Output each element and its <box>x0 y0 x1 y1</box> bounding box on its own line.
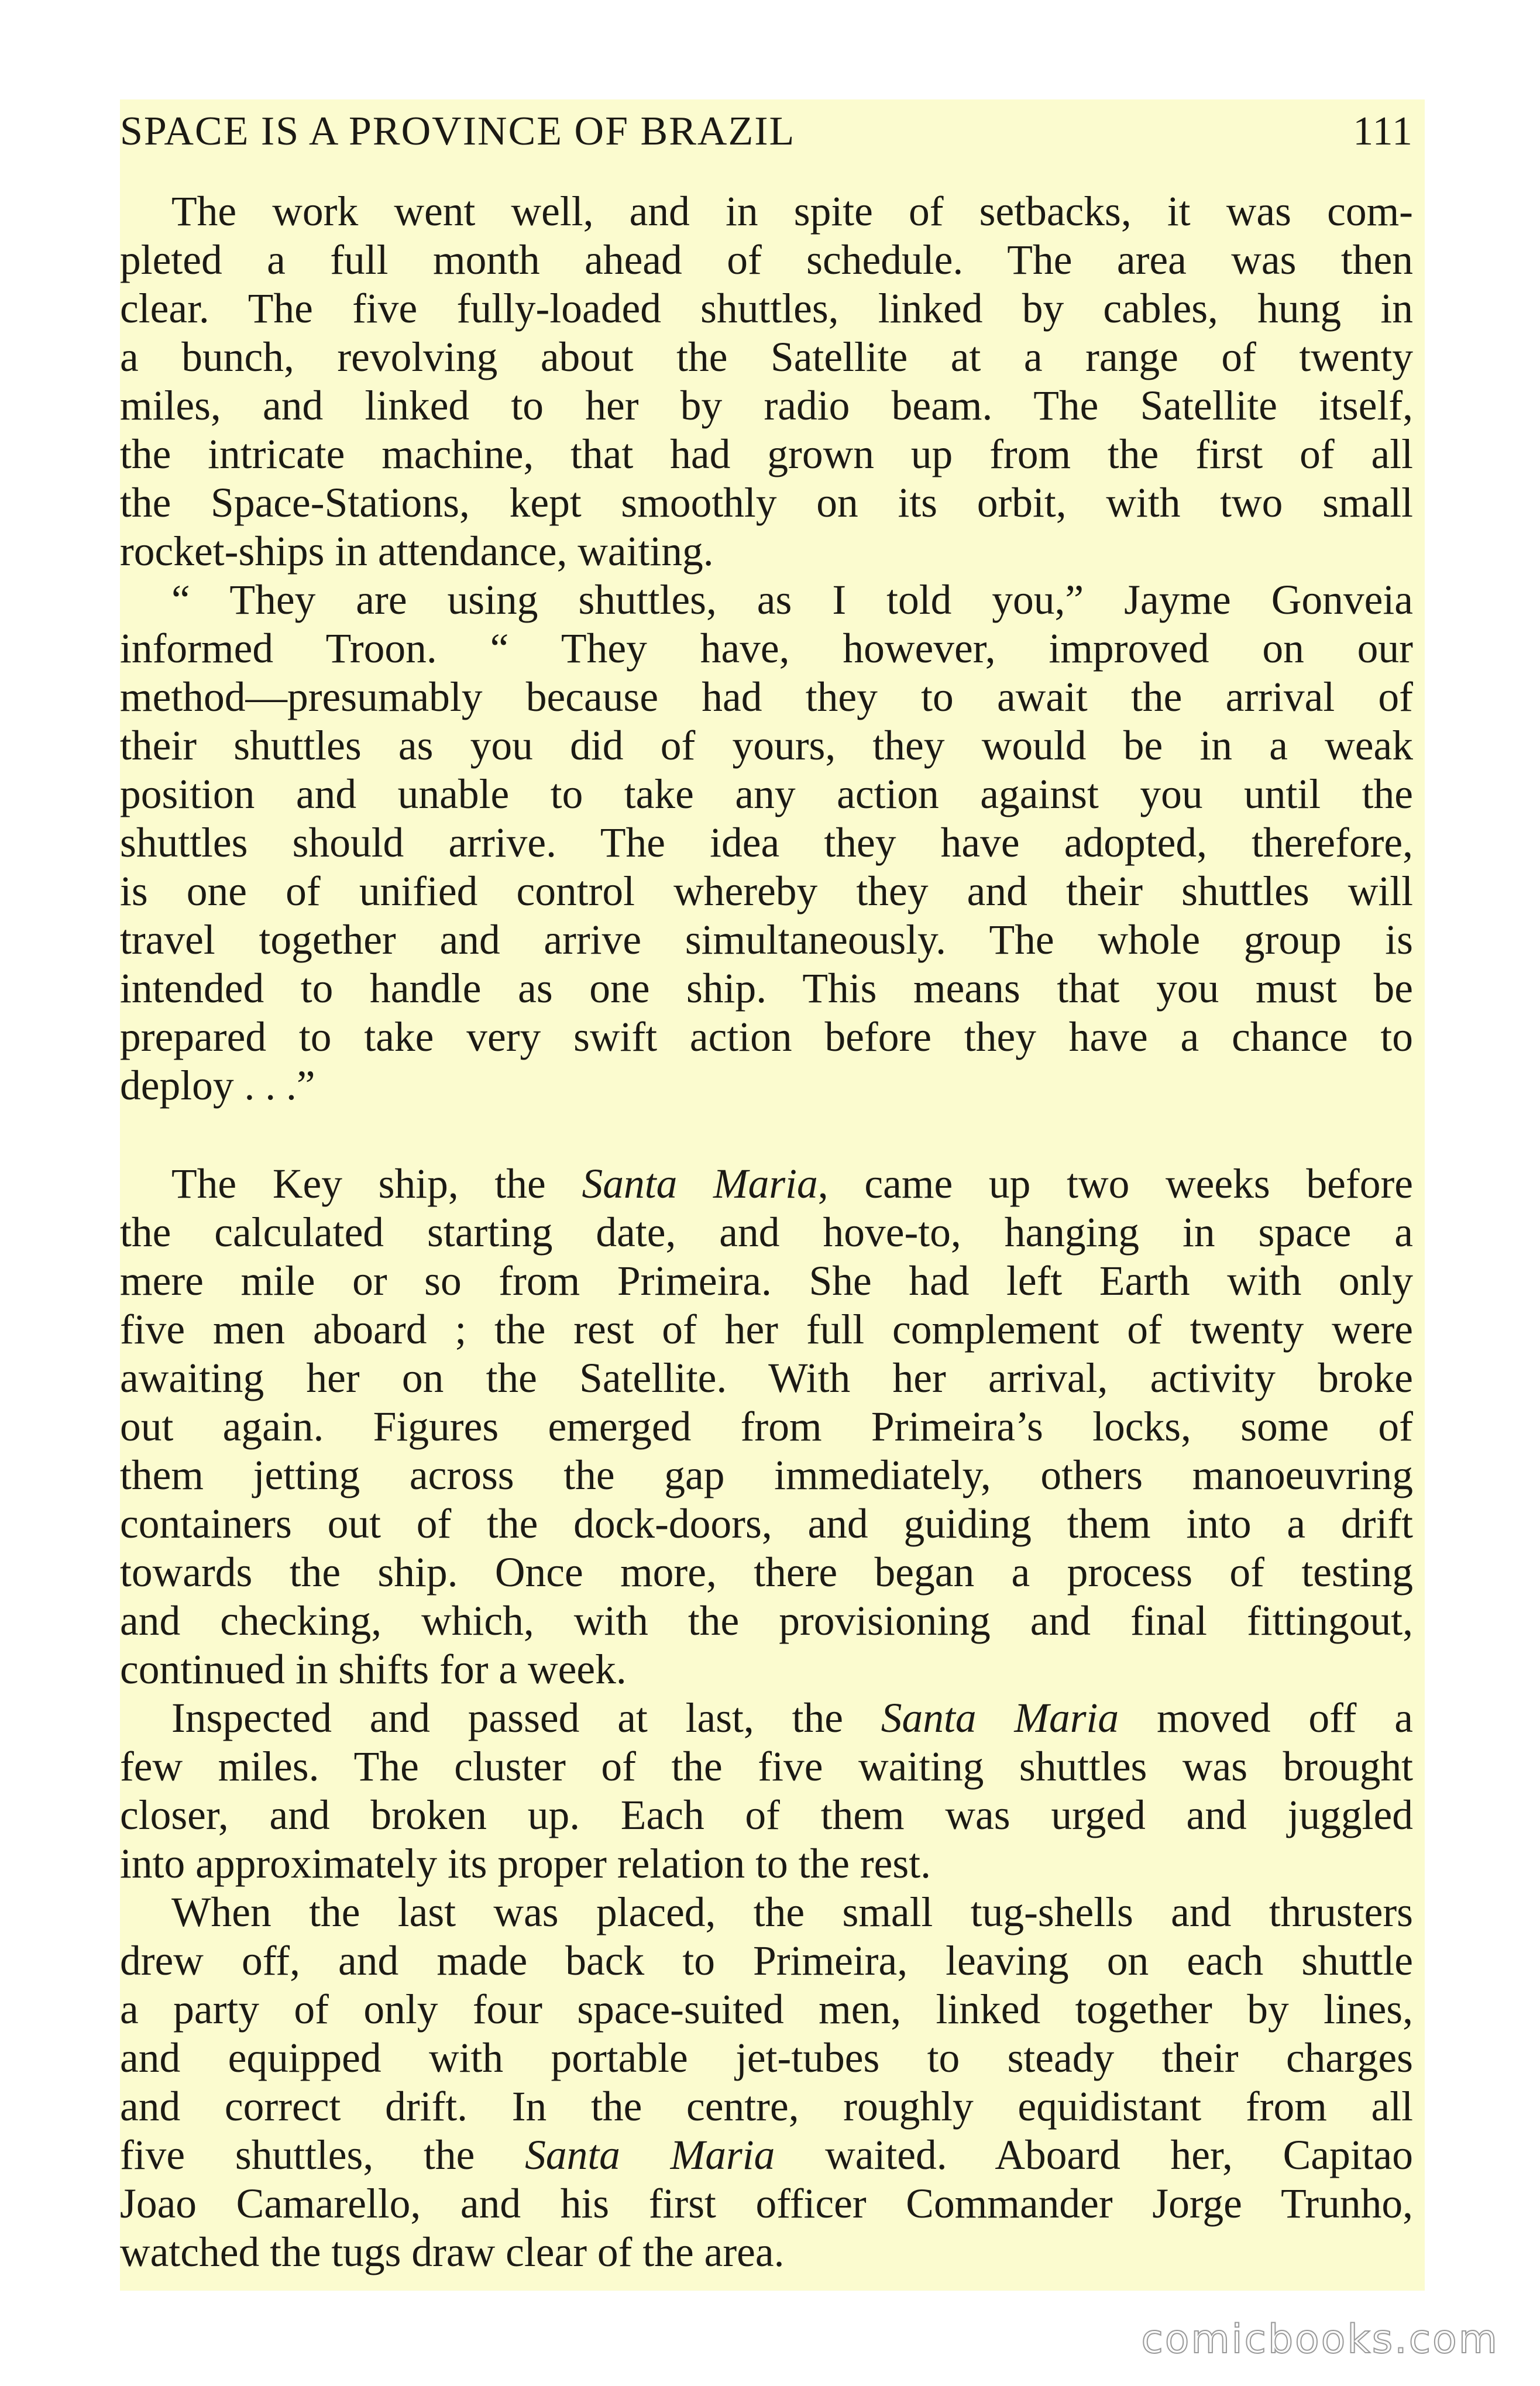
paragraph-4 <box>120 1694 1413 1888</box>
text-line: and equipped with portable jet-tubes to steady their charges <box>120 2035 1413 2081</box>
text-line: into approximately its proper relation to the rest. <box>120 1841 931 1887</box>
text-line: closer, and broken up. Each of them was urged and juggled <box>120 1792 1413 1838</box>
ship-name: Santa Maria <box>582 1161 818 1207</box>
text-segment: , came up two weeks before <box>817 1161 1413 1207</box>
text-line: their shuttles as you did of yours, they would be in a weak <box>120 723 1413 769</box>
watermark: comicbooks.com <box>1141 2316 1499 2363</box>
text-line: When the last was placed, the small tug-shells and thrusters <box>171 1889 1413 1935</box>
page-header <box>120 99 1425 164</box>
text-line: and checking, which, with the provisioning and final fittingout, <box>120 1598 1413 1644</box>
text-line: a bunch, revolving about the Satellite at a range of twenty <box>120 334 1413 380</box>
paragraph-5 <box>120 1888 1413 2277</box>
book-page <box>120 99 1425 2291</box>
paragraph-3 <box>120 1160 1413 1694</box>
text-line: prepared to take very swift action before they have a chance to <box>120 1014 1413 1060</box>
text-line: position and unable to take any action against you until the <box>120 771 1413 817</box>
text-line: rocket-ships in attendance, waiting. <box>120 528 714 575</box>
section-break <box>120 1110 1413 1160</box>
text-line: five men aboard ; the rest of her full complement of twenty were <box>120 1307 1413 1353</box>
text-line: the intricate machine, that had grown up from the first of all <box>120 431 1413 477</box>
text-line: intended to handle as one ship. This means that you must be <box>120 965 1413 1012</box>
ship-name: Santa Maria <box>881 1695 1119 1741</box>
text-line: them jetting across the gap immediately, others manoeuvring <box>120 1452 1413 1498</box>
text-line: pleted a full month ahead of schedule. The area was then <box>120 237 1413 283</box>
text-line: informed Troon. “ They have, however, improved on our <box>120 625 1413 672</box>
text-line <box>120 1160 1413 1208</box>
text-segment: Inspected and passed at last, the <box>171 1695 881 1741</box>
text-line: drew off, and made back to Primeira, leaving on each shuttle <box>120 1938 1413 1984</box>
text-segment: The Key ship, the <box>171 1161 582 1207</box>
text-line: “ They are using shuttles, as I told you,” Jayme Gonveia <box>171 577 1413 623</box>
text-line: few miles. The cluster of the five waiting shuttles was brought <box>120 1744 1413 1790</box>
text-line: the calculated starting date, and hove-to, hanging in space a <box>120 1209 1413 1256</box>
text-line: method—presumably because had they to await the arrival of <box>120 674 1413 720</box>
text-line: The work went well, and in spite of setbacks, it was com- <box>171 188 1413 235</box>
text-line: the Space-Stations, kept smoothly on its orbit, with two small <box>120 480 1413 526</box>
text-line: Joao Camarello, and his first officer Commander Jorge Trunho, <box>120 2181 1413 2227</box>
text-line: watched the tugs draw clear of the area. <box>120 2229 785 2275</box>
page-number: 111 <box>1353 109 1413 154</box>
text-line: and correct drift. In the centre, roughly equidistant from all <box>120 2084 1413 2130</box>
running-title: SPACE IS A PROVINCE OF BRAZIL <box>120 109 796 154</box>
body-text <box>120 187 1413 2277</box>
text-line: shuttles should arrive. The idea they have adopted, therefore, <box>120 820 1413 866</box>
text-line: a party of only four space-suited men, linked together by lines, <box>120 1986 1413 2033</box>
ship-name: Santa Maria <box>525 2132 775 2178</box>
text-line: towards the ship. Once more, there began a process of testing <box>120 1549 1413 1596</box>
text-line: out again. Figures emerged from Primeira’s locks, some of <box>120 1404 1413 1450</box>
text-line: is one of unified control whereby they and their shuttles will <box>120 868 1413 914</box>
text-line: deploy . . .” <box>120 1063 315 1109</box>
text-line: mere mile or so from Primeira. She had left Earth with only <box>120 1258 1413 1304</box>
text-line: awaiting her on the Satellite. With her arrival, activity broke <box>120 1355 1413 1401</box>
paragraph-2 <box>120 576 1413 1110</box>
text-line: continued in shifts for a week. <box>120 1646 627 1693</box>
text-segment: moved off a <box>1119 1695 1413 1741</box>
text-line: clear. The five fully-loaded shuttles, linked by cables, hung in <box>120 286 1413 332</box>
text-segment: waited. Aboard her, Capitao <box>775 2132 1413 2178</box>
text-line: containers out of the dock-doors, and guiding them into a drift <box>120 1501 1413 1547</box>
text-line: travel together and arrive simultaneously. The whole group is <box>120 917 1413 963</box>
paragraph-1 <box>120 187 1413 576</box>
text-line <box>120 2131 1413 2179</box>
text-segment: five shuttles, the <box>120 2132 525 2178</box>
text-line <box>120 1694 1413 1742</box>
text-line: miles, and linked to her by radio beam. The Satellite itself, <box>120 383 1413 429</box>
